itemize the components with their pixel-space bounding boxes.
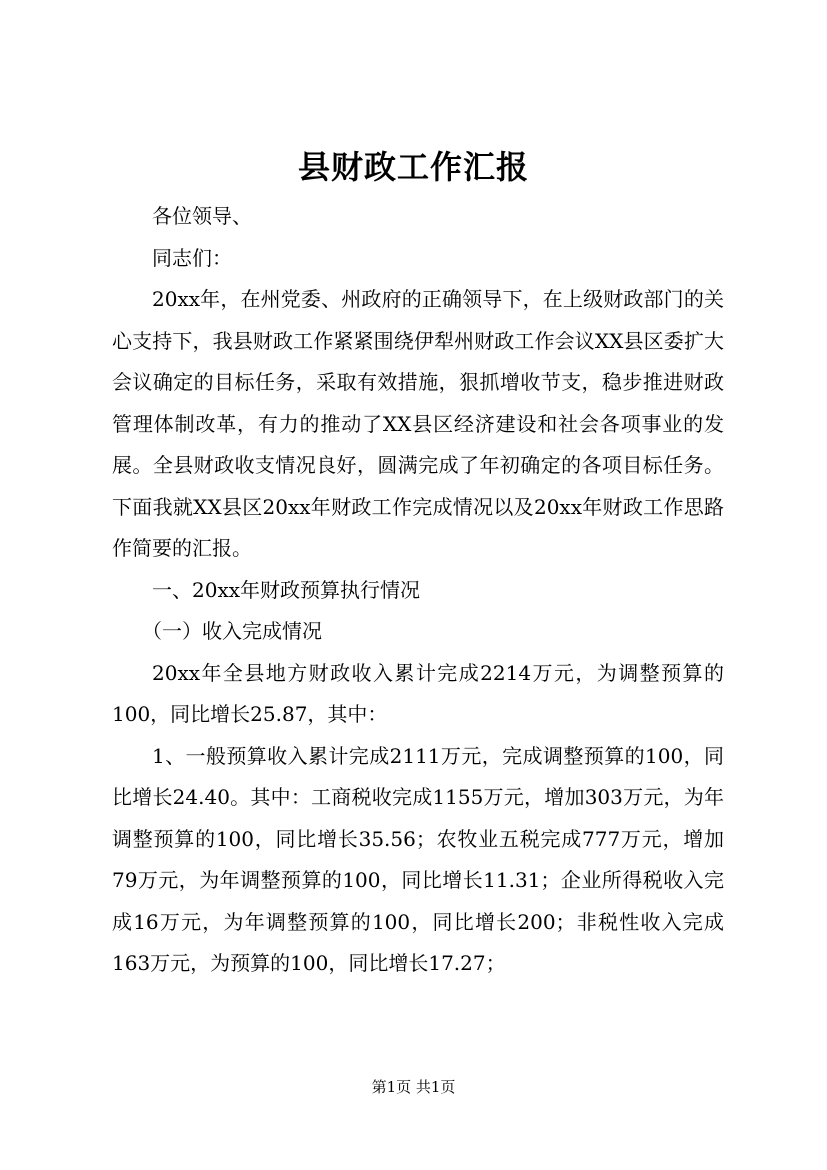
salutation-leaders: 各位领导、 xyxy=(152,204,252,228)
document-body xyxy=(112,196,724,985)
salutation-comrades: 同志们： xyxy=(152,245,232,270)
document-title: 县财政工作汇报 xyxy=(297,148,529,186)
intro-paragraph: 20xx年，在州党委、州政府的正确领导下，在上级财政部门的关心支持下，我县财政工作紧紧围绕伊犁州财政工作会议XX县区委扩大会议确定的目标任务，采取有效措施，狠抓增收节支，稳步推进财政管理体制改革，有力的推动了XX县区经济建设和社会各项事业的发展。全县财政收支情况良好，圆满完成了年初确定的各项目标任务。下面我就XX县区20xx年财政工作完成情况以及20xx年财政工作思路作简要的汇报。 xyxy=(112,287,724,560)
general-budget-paragraph: 1、一般预算收入累计完成2111万元，完成调整预算的100，同比增长24.40。其中：工商税收完成1155万元，增加303万元，为年调整预算的100，同比增长35.56；农牧业五税完成777万元，增加79万元，为年调整预算的100，同比增长11.31；企业所得税收入完成16万元，为年调整预算的100，同比增长200；非税性收入完成163万元，为预算的100，同比增长17.27； xyxy=(112,743,724,975)
page-footer: 第1页 共1页 xyxy=(371,1078,456,1096)
subsection-heading-1: （一）收入完成情况 xyxy=(142,619,322,643)
section-heading-1: 一、20xx年财政预算执行情况 xyxy=(152,577,421,602)
revenue-summary-paragraph: 20xx年全县地方财政收入累计完成2214万元，为调整预算的100，同比增长25.87，其中： xyxy=(112,660,724,726)
